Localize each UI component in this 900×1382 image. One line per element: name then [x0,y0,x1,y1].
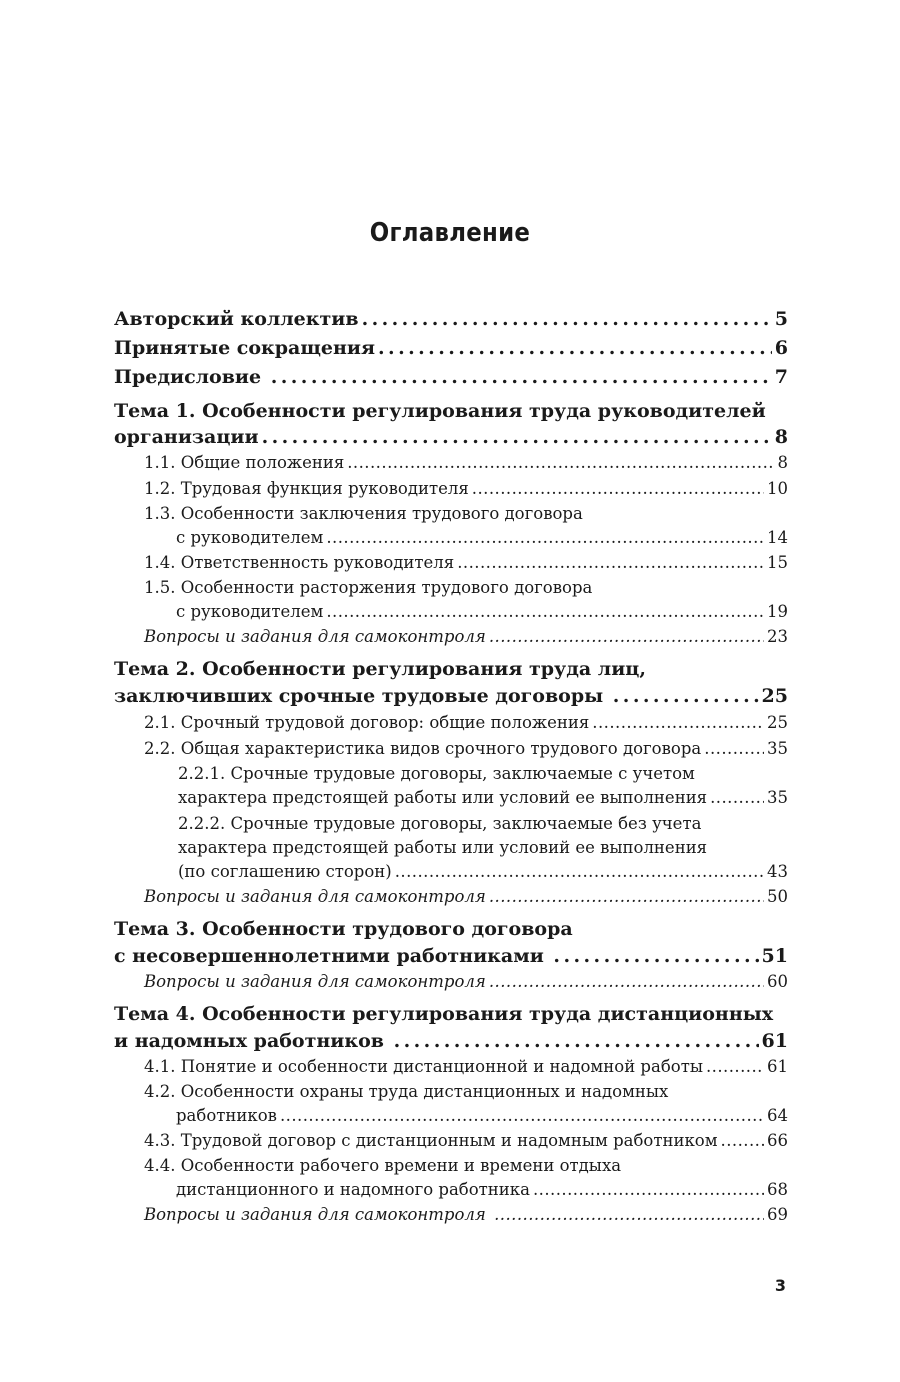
toc-chapter-1[interactable] [114,425,788,450]
toc-subsection-2-2-2[interactable] [114,812,788,884]
toc-entry-label: Принятые сокращения [114,337,376,359]
toc-page-number: 66 [767,1131,788,1150]
toc-page-number: 61 [767,1057,788,1076]
toc-chapter-4-title[interactable]: Тема 4. Особенности регулирования труда дистанционных [114,1003,774,1025]
dot-leader [710,786,764,810]
toc-section-1-2[interactable] [114,476,788,502]
toc-entry-label: характера предстоящей работы или условий ее выполнения [178,838,708,857]
dot-leader [394,1028,759,1054]
toc-review-4[interactable] [114,1202,788,1228]
toc-section-4-1[interactable] [114,1054,788,1080]
toc-entry-label: Авторский коллектив [114,308,359,330]
toc-section-2-1[interactable] [114,710,788,736]
toc-page-number: 60 [767,972,788,991]
toc-page-number: 64 [767,1106,788,1125]
dot-leader [706,1054,764,1080]
toc-entry-label: Вопросы и задания для самоконтроля [144,887,486,906]
toc-chapter-1-title[interactable]: Тема 1. Особенности регулирования труда руководителей [114,400,766,422]
toc-review-1[interactable] [114,624,788,650]
toc-entry-label: заключивших срочные трудовые договоры [114,685,610,707]
dot-leader [326,600,764,624]
toc-review-2[interactable] [114,884,788,910]
toc-section-4-3[interactable] [114,1128,788,1154]
toc-section-1-5[interactable] [114,576,788,624]
page-number: 3 [774,1276,786,1295]
dot-leader [489,884,764,910]
toc-entry-label: характера предстоящей работы или условий ее выполнения [178,788,708,807]
toc-section-1-1[interactable] [114,450,788,476]
toc-entry-label: 4.1. Понятие и особенности дистанционной и надомной работы [144,1057,703,1076]
toc-entry-label: 1.4. Ответственность руководителя [144,553,455,572]
toc-page-number: 15 [767,553,788,572]
toc-review-3[interactable] [114,969,788,995]
toc-entry-label: 4.3. Трудовой договор с дистанционным и надомным работником [144,1131,718,1150]
toc-section-4-4[interactable] [114,1154,788,1202]
dot-leader [721,1128,764,1154]
toc-entry-label: 1.5. Особенности расторжения трудового договора [144,578,593,597]
toc-entry-label: 1.3. Особенности заключения трудового договора [144,504,583,523]
dot-leader [280,1104,764,1128]
toc-page-number: 8 [777,453,788,472]
dot-leader [362,305,772,334]
toc-page-number: 10 [767,479,788,498]
toc-entry-label: 2.2.1. Срочные трудовые договоры, заключаемые с учетом [178,764,695,783]
table-of-contents [114,305,788,1228]
dot-leader [326,526,764,550]
toc-page-number: 25 [761,685,788,707]
toc-entry-label: 2.1. Срочный трудовой договор: общие положения [144,713,590,732]
dot-leader [457,550,764,576]
toc-page-number: 23 [767,627,788,646]
toc-page-number: 69 [767,1205,788,1224]
dot-leader [395,860,764,884]
dot-leader [494,1202,764,1228]
toc-entry-label: дистанционного и надомного работника [176,1180,530,1199]
toc-chapter-3-title[interactable]: Тема 3. Особенности трудового договора [114,918,573,940]
toc-page-number: 6 [774,337,788,359]
dot-leader [489,624,764,650]
toc-entry-label: 2.2. Общая характеристика видов срочного трудового договора [144,739,702,758]
toc-entry-authors[interactable] [114,305,788,334]
dot-leader [592,710,764,736]
dot-leader [347,450,774,476]
toc-entry-label: организации [114,426,259,448]
toc-page-number: 14 [767,528,788,547]
toc-entry-label: 1.2. Трудовая функция руководителя [144,479,469,498]
toc-entry-label: с руководителем [176,602,324,621]
toc-page-number: 68 [767,1180,788,1199]
toc-entry-abbreviations[interactable] [114,334,788,363]
dot-leader [271,363,772,392]
toc-page-number: 43 [767,862,788,881]
dot-leader [533,1178,764,1202]
toc-entry-label: с несовершеннолетними работниками [114,945,551,967]
toc-section-4-2[interactable] [114,1080,788,1128]
dot-leader [489,969,764,995]
toc-entry-label: (по соглашению сторон) [178,862,392,881]
toc-section-2-2[interactable] [114,736,788,762]
toc-chapter-2-title[interactable]: Тема 2. Особенности регулирования труда лиц, [114,658,646,680]
toc-page-number: 25 [767,713,788,732]
dot-leader [378,334,772,363]
toc-entry-label: 4.4. Особенности рабочего времени и времени отдыха [144,1156,622,1175]
toc-page-number: 5 [774,308,788,330]
toc-entry-label: и надомных работников [114,1030,391,1052]
dot-leader [613,683,759,710]
toc-page-number: 7 [774,366,788,388]
toc-entry-label: с руководителем [176,528,324,547]
toc-entry-label: 4.2. Особенности охраны труда дистанционных и надомных [144,1082,669,1101]
toc-page-number: 19 [767,602,788,621]
toc-page-number: 61 [761,1030,788,1052]
toc-chapter-2[interactable] [114,683,788,710]
toc-page-number: 51 [761,945,788,967]
toc-page-number: 35 [767,788,788,807]
toc-section-1-4[interactable] [114,550,788,576]
toc-entry-label: Вопросы и задания для самоконтроля [144,1205,492,1224]
toc-chapter-4[interactable] [114,1028,788,1054]
dot-leader [704,736,764,762]
toc-entry-label: Вопросы и задания для самоконтроля [144,972,486,991]
toc-section-1-3[interactable] [114,502,788,550]
dot-leader [472,476,764,502]
toc-page-number: 50 [767,887,788,906]
toc-entry-label: Предисловие [114,366,268,388]
toc-subsection-2-2-1[interactable] [114,762,788,810]
toc-entry-preface[interactable] [114,363,788,392]
toc-page-number: 35 [767,739,788,758]
toc-entry-label: Вопросы и задания для самоконтроля [144,627,486,646]
dot-leader [553,943,758,969]
page-title: Оглавление [369,218,531,248]
toc-entry-label: 2.2.2. Срочные трудовые договоры, заключаемые без учета [178,814,702,833]
toc-chapter-3[interactable] [114,943,788,969]
toc-entry-label: работников [176,1106,277,1125]
toc-entry-label: 1.1. Общие положения [144,453,345,472]
dot-leader [262,425,772,450]
toc-page-number: 8 [774,426,788,448]
